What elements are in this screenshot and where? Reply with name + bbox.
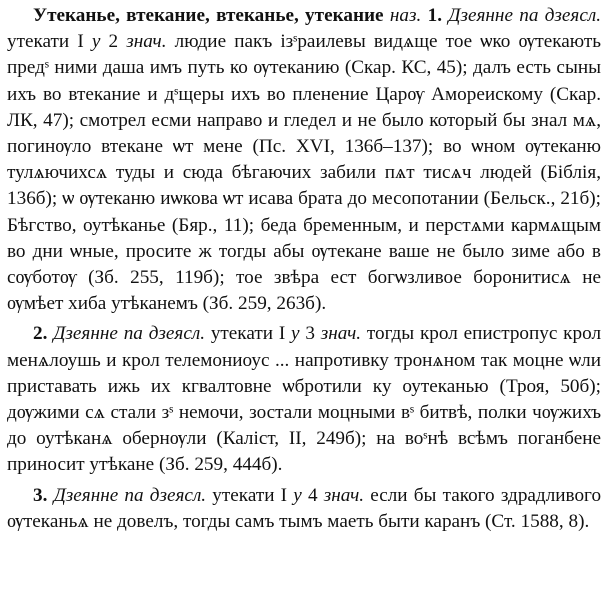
sense-number: 2. bbox=[33, 323, 48, 345]
cross-ref-number: 2 bbox=[108, 31, 119, 53]
sense-gloss: Дзеянне па дзеясл. bbox=[53, 484, 207, 506]
cross-ref-prep: у bbox=[91, 31, 101, 53]
cross-ref-prep: у bbox=[293, 484, 302, 506]
sense-1 bbox=[7, 3, 601, 317]
part-of-speech: наз. bbox=[389, 5, 422, 26]
sense-citations: если бы такого здрадливого ѹтеканьѧ не довелъ, тогды самъ тымъ маеть быти каранъ (Ст. 1588, 8). bbox=[7, 484, 602, 532]
sense-gloss: Дзеянне па дзеясл. bbox=[53, 323, 205, 345]
headword: Утеканье, втекание, втеканье, утекание bbox=[33, 5, 384, 26]
sense-2 bbox=[7, 321, 601, 478]
cross-ref-verb: утекати I bbox=[7, 31, 84, 53]
cross-ref-number: 4 bbox=[307, 484, 318, 506]
sense-number: 3. bbox=[33, 484, 48, 506]
cross-ref-tail: знач. bbox=[126, 31, 167, 53]
cross-ref-tail: знач. bbox=[323, 484, 365, 506]
cross-ref-number: 3 bbox=[305, 323, 315, 345]
sense-citations: людие пакъ ізˢраилевы видѧще тое ѡко ѹтекають предˢ ними даша имъ путь ко ѹтеканию (Скар. КС, 45); далъ есть сыны ихъ во втекание и дˢщеры ихъ во пленение Царѹ Амореискому (Скар. ЛК, 47); смотрел есми направо и гледел и не было который бы знал мѧ, погинѹло втекане ѡт мене (Пс. XVI, 136б–137); во ѡном ѹтеканю тулѧючихсѧ туды и сюда бѣгаючих забили пѧт тисѧч людей (Бiблiя, 136б); ѡ ѹтеканю иѡкова ѡт исава брата до месопотании (Бельск., 21б); Бѣгство, оутѣканье (Бяр., 11); беда бременным, и перстѧми кармѧщым во дни ѡные, просите ж тогды абы ѹтекане ваше не было зиме або в сѹботѹ (Зб. 255, 119б); тое звѣра ест богѡзливое боронитисѧ не ѹмѣет хиба утѣканемъ (Зб. 259, 263б). bbox=[7, 31, 602, 315]
sense-number: 1. bbox=[427, 5, 442, 26]
cross-ref-verb: утекати I bbox=[210, 323, 286, 345]
sense-gloss: Дзеянне па дзеясл. bbox=[448, 5, 602, 26]
cross-ref-tail: знач. bbox=[320, 323, 362, 345]
sense-citations: тогды крол епистропус крол менѧлоушь и крол телемониоус ... напротивку тронѧном так моцне ѡли приставать ижь их кгвалтовне ѡбротили ку оутеканью (Троя, 50б); дѹжими сѧ стали зˢ немочи, зостали моцными вˢ битвѣ, полки чѹжихъ до оутѣканѧ обернѹли (Калiст, II, 249б); на воˢнѣ всѣмъ поганбене приносит утѣкане (Зб. 259, 444б). bbox=[7, 323, 602, 476]
sense-3 bbox=[7, 483, 601, 535]
cross-ref-prep: у bbox=[291, 323, 300, 345]
cross-ref-verb: утекати I bbox=[212, 484, 288, 506]
